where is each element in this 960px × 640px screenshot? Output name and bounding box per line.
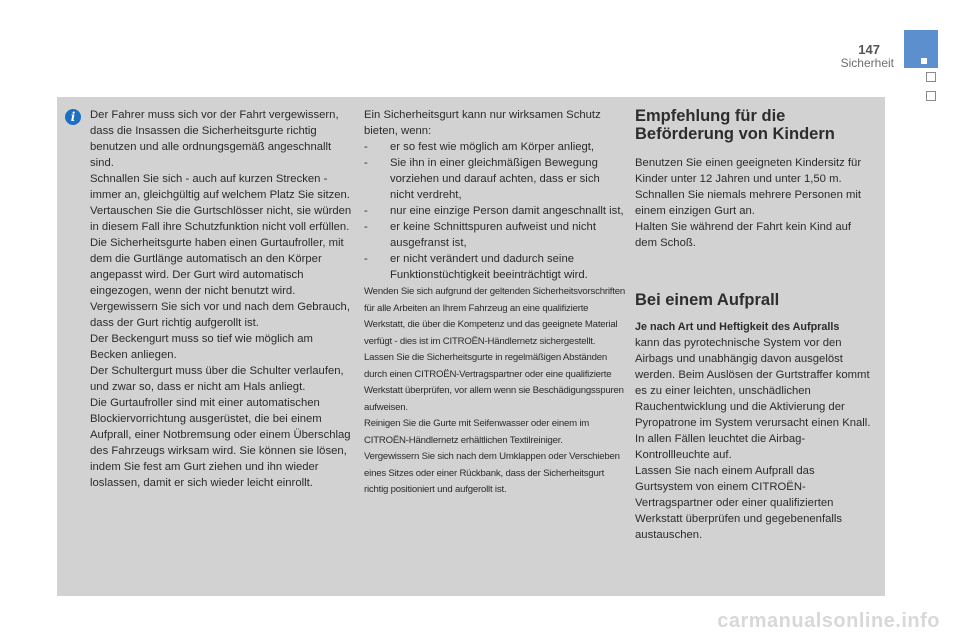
condition-text: Sie ihn in einer gleichmäßigen Bewegung vorziehen und darauf achten, dass er sich nicht verdreht, bbox=[390, 157, 600, 201]
children-paragraph: Benutzen Sie einen geeigneten Kindersitz für Kinder unter 12 Jahren und unter 1,50 m. bbox=[635, 157, 862, 185]
section-tab-active[interactable] bbox=[904, 30, 938, 68]
info-paragraph: Vertauschen Sie die Gurtschlösser nicht, sie würden in diesem Fall ihre Schutzfunktion nicht voll erfüllen. bbox=[90, 205, 352, 233]
section-tab-next-2[interactable] bbox=[926, 91, 936, 101]
dash-marker: - bbox=[364, 221, 368, 233]
condition-text: nur eine einzige Person damit angeschnallt ist, bbox=[390, 205, 624, 217]
info-paragraph: Der Beckengurt muss so tief wie möglich am Becken anliegen. bbox=[90, 333, 313, 361]
condition-item bbox=[364, 251, 626, 283]
maintenance-paragraph: Wenden Sie sich aufgrund der geltenden Sicherheitsvorschriften für alle Arbeiten an Ihrem Fahrzeug an eine qualifizierte Werkstatt, die über die Kompetenz und das geeignete Material verfügt - dies ist im CITROËN-Händlernetz sichergestellt. bbox=[364, 286, 626, 347]
condition-item bbox=[364, 139, 626, 155]
impact-body bbox=[635, 319, 875, 543]
section-tab-next[interactable] bbox=[926, 72, 936, 82]
children-paragraph: Halten Sie während der Fahrt kein Kind auf dem Schoß. bbox=[635, 221, 852, 249]
info-paragraph: Vergewissern Sie sich vor und nach dem Gebrauch, dass der Gurt richtig aufgerollt ist. bbox=[90, 301, 350, 329]
page-number: 147 bbox=[858, 42, 880, 57]
condition-text: er so fest wie möglich am Körper anliegt, bbox=[390, 141, 595, 153]
column-conditions bbox=[364, 107, 626, 499]
children-paragraph: Schnallen Sie niemals mehrere Personen mit einem einzigen Gurt an. bbox=[635, 189, 862, 217]
dash-marker: - bbox=[364, 157, 368, 169]
impact-lead: Je nach Art und Heftigkeit des Aufpralls bbox=[635, 321, 840, 333]
condition-item bbox=[364, 219, 626, 251]
info-paragraph: Der Fahrer muss sich vor der Fahrt vergewissern, dass die Insassen die Sicherheitsgurte richtig benutzen und alle ordnungsgemäß angeschnallt sind. bbox=[90, 109, 339, 169]
impact-paragraph: In allen Fällen leuchtet die Airbag-Kontrollleuchte auf. bbox=[635, 433, 806, 461]
impact-paragraph: Lassen Sie nach einem Aufprall das Gurtsystem von einem CITROËN-Vertragspartner oder einer qualifizierten Werkstatt überprüfen und gegebenenfalls austauschen. bbox=[635, 465, 843, 541]
impact-paragraph: kann das pyrotechnische System vor den Airbags und unabhängig davon ausgelöst werden. Beim Auslösen der Gurtstraffer kommt es zu einer leichten, unschädlichen Rauchentwicklung und die Aktivierung der Pyropatrone im System verursacht einen Knall. bbox=[635, 337, 871, 429]
condition-item bbox=[364, 203, 626, 219]
condition-text: er nicht verändert und dadurch seine Funktionstüchtigkeit beeinträchtigt wird. bbox=[390, 253, 588, 281]
info-icon: i bbox=[65, 109, 81, 125]
section-label: Sicherheit bbox=[840, 56, 894, 70]
maintenance-notes bbox=[364, 284, 626, 499]
info-paragraph: Die Sicherheitsgurte haben einen Gurtaufroller, mit dem die Gurtlänge automatisch an den Körper angepasst wird. Der Gurt wird automatisch eingezogen, wenn der nicht benutzt wird. bbox=[90, 237, 344, 297]
maintenance-paragraph: Vergewissern Sie sich nach dem Umklappen oder Verschieben eines Sitzes oder einer Rückbank, dass der Sicherheitsgurt richtig positioniert und aufgerollt ist. bbox=[364, 451, 620, 495]
condition-text: er keine Schnittspuren aufweist und nicht ausgefranst ist, bbox=[390, 221, 596, 249]
info-paragraph: Schnallen Sie sich - auch auf kurzen Strecken - immer an, gleichgültig auf welchem Platz Sie sitzen. bbox=[90, 173, 350, 201]
children-body bbox=[635, 155, 875, 251]
column-recommendations bbox=[635, 107, 875, 543]
maintenance-paragraph: Reinigen Sie die Gurte mit Seifenwasser oder einem im CITROËN-Händlernetz erhältlichen Textilreiniger. bbox=[364, 418, 590, 446]
info-paragraph: Der Schultergurt muss über die Schulter verlaufen, und zwar so, dass er nicht am Hals anliegt. bbox=[90, 365, 344, 393]
tab-marker-icon bbox=[921, 58, 927, 64]
dash-marker: - bbox=[364, 205, 368, 217]
condition-item bbox=[364, 155, 626, 203]
dash-marker: - bbox=[364, 141, 368, 153]
info-paragraph: Die Gurtaufroller sind mit einer automatischen Blockiervorrichtung ausgerüstet, die bei einem Aufprall, einer Notbremsung oder einem Überschlag des Fahrzeugs wirksam wird. Sie können sie lösen, indem Sie fest am Gurt ziehen und ihn wieder loslassen, damit er sich wieder leicht einrollt. bbox=[90, 397, 351, 489]
conditions-intro: Ein Sicherheitsgurt kann nur wirksamen Schutz bieten, wenn: bbox=[364, 109, 601, 137]
maintenance-paragraph: Lassen Sie die Sicherheitsgurte in regelmäßigen Abständen durch einen CITROËN-Vertragspartner oder eine qualifizierte Werkstatt überprüfen, vor allem wenn sie Beschädigungsspuren aufweisen. bbox=[364, 352, 624, 413]
dash-marker: - bbox=[364, 253, 368, 265]
content-panel bbox=[57, 97, 885, 596]
watermark: carmanualsonline.info bbox=[717, 610, 940, 632]
heading-children: Empfehlung für die Beförderung von Kindern bbox=[635, 107, 835, 143]
heading-impact: Bei einem Aufprall bbox=[635, 291, 780, 309]
column-info bbox=[90, 107, 352, 491]
